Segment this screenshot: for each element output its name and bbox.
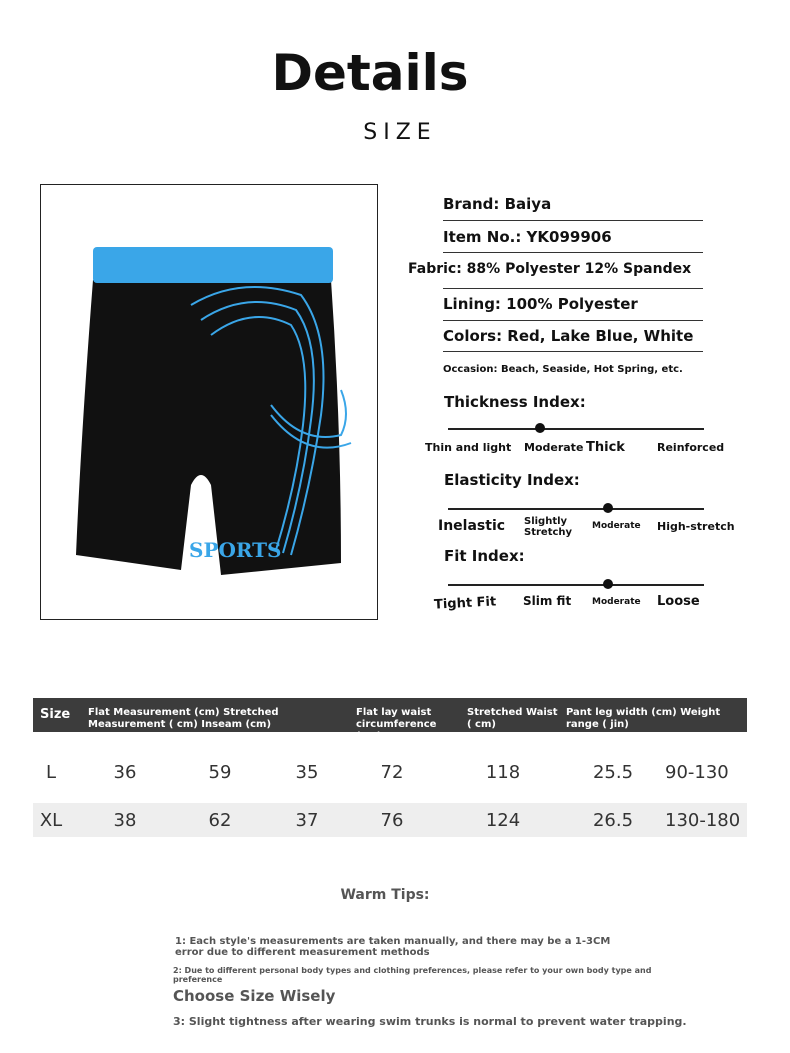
table-cell: 76: [380, 810, 404, 831]
elasticity-label: Slightly Stretchy: [524, 516, 573, 538]
table-cell: 72: [380, 762, 404, 783]
header-leg-weight: Pant leg width (cm) Weight range ( jin): [566, 707, 721, 730]
table-cell: 62: [208, 810, 232, 831]
fit-title: Fit Index:: [444, 547, 525, 565]
tip-3: 3: Slight tightness after wearing swim trunks is normal to prevent water trapping.: [173, 1015, 687, 1028]
table-cell: 36: [113, 762, 137, 783]
thickness-label: Thin and light: [425, 441, 512, 454]
table-cell: 90-130: [665, 762, 729, 783]
table-cell: 37: [295, 810, 319, 831]
product-image: [40, 184, 378, 620]
table-cell: 26.5: [592, 810, 634, 831]
info-brand: Brand: Baiya: [443, 195, 552, 213]
header-waist: Flat lay waist circumference (cm): [356, 707, 437, 742]
fit-label: Moderate: [592, 597, 641, 607]
info-lining: Lining: 100% Polyester: [443, 295, 638, 313]
fit-label: Loose: [657, 594, 700, 609]
table-cell: 25.5: [592, 762, 634, 783]
header-stretched-waist: Stretched Waist ( cm): [467, 707, 558, 730]
info-colors: Colors: Red, Lake Blue, White: [443, 327, 694, 345]
tips-title: Warm Tips:: [340, 887, 430, 903]
tip-2: 2: Due to different personal body types and clothing preferences, please refer to your own body type and preference: [173, 966, 652, 984]
table-row: [33, 755, 747, 789]
table-cell: 35: [295, 762, 319, 783]
choose-size-heading: Choose Size Wisely: [173, 987, 336, 1005]
header-size: Size: [40, 707, 71, 722]
fit-label: Slim fit: [523, 594, 572, 608]
table-cell: XL: [39, 810, 63, 831]
table-row: [33, 803, 747, 837]
info-item-no: Item No.: YK099906: [443, 228, 612, 246]
size-table-header: [33, 698, 747, 742]
product-print-text: SPORTS: [189, 538, 282, 562]
thickness-title: Thickness Index:: [444, 393, 586, 411]
table-cell: 38: [113, 810, 137, 831]
elasticity-marker: [603, 503, 613, 513]
header-measurements: Flat Measurement (cm) Stretched Measurement ( cm) Inseam (cm): [88, 707, 279, 730]
thickness-label: Moderate: [524, 441, 584, 454]
thickness-label: Reinforced: [657, 441, 725, 454]
elasticity-label: Moderate: [592, 521, 641, 531]
elasticity-label: High-stretch: [657, 520, 735, 533]
elasticity-label: Inelastic: [438, 518, 506, 534]
info-fabric: Fabric: 88% Polyester 12% Spandex: [408, 261, 692, 277]
page-title: Details: [271, 44, 469, 102]
table-cell: 118: [485, 762, 521, 783]
fit-label: Tight Fit: [433, 594, 497, 613]
table-cell: 130-180: [665, 810, 741, 831]
section-subtitle: SIZE: [363, 120, 437, 145]
table-cell: 124: [485, 810, 521, 831]
fit-marker: [603, 579, 613, 589]
table-cell: 59: [208, 762, 232, 783]
table-cell: L: [45, 762, 57, 783]
thickness-label: Thick: [586, 440, 625, 455]
elasticity-title: Elasticity Index:: [444, 471, 580, 489]
tip-1: 1: Each style's measurements are taken manually, and there may be a 1-3CM error due to different measurement methods: [175, 936, 611, 958]
info-occasion: Occasion: Beach, Seaside, Hot Spring, etc.: [443, 364, 683, 375]
thickness-marker: [535, 423, 545, 433]
